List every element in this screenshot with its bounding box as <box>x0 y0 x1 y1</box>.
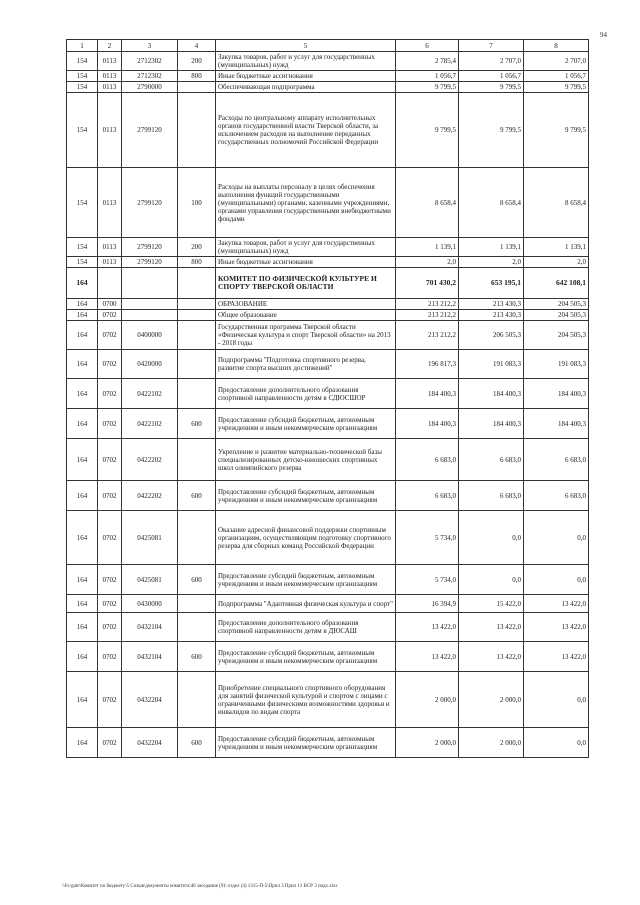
cell-target: 2799120 <box>122 168 178 238</box>
cell-year-3: 6 683,0 <box>524 439 589 481</box>
table-row <box>67 238 589 257</box>
cell-type: 800 <box>178 257 216 268</box>
cell-description: ОБРАЗОВАНИЕ <box>216 299 396 310</box>
header-cell: 8 <box>524 40 589 52</box>
cell-year-2: 8 658,4 <box>459 168 524 238</box>
cell-year-2: 9 799,5 <box>459 93 524 168</box>
cell-code: 164 <box>67 299 98 310</box>
cell-description: Расходы по центральному аппарату исполнительных органов государственной власти Тверской области, за исключением расходов на выполнение переданных государственных полномочий Российской Федерации <box>216 93 396 168</box>
cell-description: Обеспечивающая подпрограмма <box>216 82 396 93</box>
cell-target <box>122 310 178 321</box>
cell-year-2: 184 400,3 <box>459 409 524 439</box>
cell-year-3: 0,0 <box>524 511 589 565</box>
cell-year-1: 184 400,3 <box>396 409 459 439</box>
table-row <box>67 613 589 642</box>
table-row <box>67 642 589 672</box>
cell-description: Предоставление субсидий бюджетным, автономным учреждениям и иным некоммерческим организациям <box>216 565 396 595</box>
cell-year-1: 213 212,2 <box>396 310 459 321</box>
cell-year-3: 0,0 <box>524 565 589 595</box>
cell-year-3: 1 139,1 <box>524 238 589 257</box>
cell-year-1: 1 139,1 <box>396 238 459 257</box>
cell-year-2: 2,0 <box>459 257 524 268</box>
cell-type <box>178 268 216 299</box>
cell-year-3: 1 056,7 <box>524 71 589 82</box>
cell-section: 0113 <box>98 52 122 71</box>
cell-year-1: 8 658,4 <box>396 168 459 238</box>
cell-section: 0702 <box>98 613 122 642</box>
cell-section: 0113 <box>98 82 122 93</box>
cell-target: 0425081 <box>122 565 178 595</box>
cell-type: 800 <box>178 71 216 82</box>
cell-description: Приобретение специального спортивного оборудования для занятий физической культурой и спортом с лицами с ограниченными физическими возможностями здоровья и инвалидов по видам спорта <box>216 672 396 728</box>
cell-target: 2712302 <box>122 52 178 71</box>
cell-description: Предоставление субсидий бюджетным, автономным учреждениям и иным некоммерческим организациям <box>216 481 396 511</box>
cell-section: 0702 <box>98 409 122 439</box>
cell-type: 200 <box>178 238 216 257</box>
cell-code: 164 <box>67 268 98 299</box>
cell-section: 0702 <box>98 379 122 409</box>
cell-year-2: 9 799,5 <box>459 82 524 93</box>
header-cell: 2 <box>98 40 122 52</box>
cell-section: 0702 <box>98 511 122 565</box>
table-row <box>67 321 589 350</box>
cell-target <box>122 268 178 299</box>
table-row <box>67 93 589 168</box>
cell-code: 164 <box>67 728 98 758</box>
cell-year-3: 204 505,3 <box>524 310 589 321</box>
cell-target: 0400000 <box>122 321 178 350</box>
cell-description: Закупка товаров, работ и услуг для государственных (муниципальных) нужд <box>216 52 396 71</box>
cell-target: 0422202 <box>122 481 178 511</box>
cell-code: 164 <box>67 379 98 409</box>
cell-type <box>178 93 216 168</box>
cell-target: 0420000 <box>122 350 178 379</box>
cell-description: Расходы на выплаты персоналу в целях обеспечения выполнения функций государственными (муниципальными) органами, казенными учреждениями, органами управления государственными внебюджетными фондами <box>216 168 396 238</box>
header-row <box>67 40 589 52</box>
cell-year-2: 2 000,0 <box>459 672 524 728</box>
cell-year-1: 213 212,2 <box>396 299 459 310</box>
cell-year-2: 15 422,0 <box>459 595 524 613</box>
cell-type: 600 <box>178 642 216 672</box>
cell-target: 2799120 <box>122 93 178 168</box>
cell-type: 600 <box>178 409 216 439</box>
cell-year-2: 213 430,3 <box>459 310 524 321</box>
cell-year-3: 2,0 <box>524 257 589 268</box>
cell-code: 164 <box>67 350 98 379</box>
cell-description: Предоставление дополнительного образования спортивной направленности детям в СДЮСШОР <box>216 379 396 409</box>
cell-year-2: 0,0 <box>459 565 524 595</box>
cell-year-3: 13 422,0 <box>524 642 589 672</box>
cell-code: 164 <box>67 511 98 565</box>
cell-year-1: 6 683,0 <box>396 439 459 481</box>
cell-type <box>178 379 216 409</box>
cell-type: 200 <box>178 52 216 71</box>
cell-year-1: 213 212,2 <box>396 321 459 350</box>
cell-section: 0702 <box>98 728 122 758</box>
cell-target: 2712302 <box>122 71 178 82</box>
cell-year-2: 1 139,1 <box>459 238 524 257</box>
cell-code: 164 <box>67 565 98 595</box>
cell-type <box>178 321 216 350</box>
cell-description: Общее образование <box>216 310 396 321</box>
cell-section: 0702 <box>98 672 122 728</box>
cell-target: 0432104 <box>122 642 178 672</box>
table-row <box>67 350 589 379</box>
header-cell: 4 <box>178 40 216 52</box>
cell-code: 164 <box>67 439 98 481</box>
cell-code: 154 <box>67 93 98 168</box>
cell-type <box>178 439 216 481</box>
cell-year-2: 13 422,0 <box>459 642 524 672</box>
cell-section: 0700 <box>98 299 122 310</box>
cell-year-1: 9 799,5 <box>396 82 459 93</box>
cell-year-3: 184 400,3 <box>524 409 589 439</box>
cell-target: 0422102 <box>122 409 178 439</box>
table-row <box>67 728 589 758</box>
cell-year-1: 13 422,0 <box>396 642 459 672</box>
cell-year-1: 2,0 <box>396 257 459 268</box>
cell-type: 100 <box>178 168 216 238</box>
cell-year-3: 2 707,0 <box>524 52 589 71</box>
cell-year-2: 653 195,1 <box>459 268 524 299</box>
cell-section: 0113 <box>98 257 122 268</box>
cell-code: 164 <box>67 310 98 321</box>
table-row <box>67 257 589 268</box>
cell-code: 164 <box>67 613 98 642</box>
cell-type <box>178 350 216 379</box>
cell-section: 0702 <box>98 310 122 321</box>
cell-type <box>178 511 216 565</box>
header-cell: 7 <box>459 40 524 52</box>
cell-description: Предоставление субсидий бюджетным, автономным учреждениям и иным некоммерческим организациям <box>216 728 396 758</box>
cell-code: 154 <box>67 71 98 82</box>
cell-year-1: 16 394,9 <box>396 595 459 613</box>
table-row <box>67 595 589 613</box>
cell-section <box>98 268 122 299</box>
cell-description: Закупка товаров, работ и услуг для государственных (муниципальных) нужд <box>216 238 396 257</box>
cell-code: 154 <box>67 257 98 268</box>
cell-code: 164 <box>67 595 98 613</box>
cell-year-3: 13 422,0 <box>524 613 589 642</box>
cell-type <box>178 310 216 321</box>
cell-target: 2790000 <box>122 82 178 93</box>
table-row <box>67 168 589 238</box>
cell-description: Оказание адресной финансовой поддержки спортивным организациям, осуществляющим подготовку спортивного резерва для сборных команд Российской Федерации <box>216 511 396 565</box>
cell-code: 154 <box>67 52 98 71</box>
cell-year-3: 642 108,1 <box>524 268 589 299</box>
cell-year-2: 184 400,3 <box>459 379 524 409</box>
cell-section: 0702 <box>98 565 122 595</box>
cell-target: 2799120 <box>122 257 178 268</box>
cell-target: 0432104 <box>122 613 178 642</box>
cell-year-3: 8 658,4 <box>524 168 589 238</box>
cell-type <box>178 672 216 728</box>
table-row <box>67 481 589 511</box>
cell-year-1: 2 785,4 <box>396 52 459 71</box>
cell-year-1: 9 799,5 <box>396 93 459 168</box>
cell-code: 164 <box>67 321 98 350</box>
cell-type <box>178 82 216 93</box>
cell-type: 600 <box>178 565 216 595</box>
cell-year-2: 6 683,0 <box>459 439 524 481</box>
table-row <box>67 52 589 71</box>
cell-code: 164 <box>67 481 98 511</box>
cell-year-2: 13 422,0 <box>459 613 524 642</box>
cell-year-2: 191 083,3 <box>459 350 524 379</box>
cell-year-2: 0,0 <box>459 511 524 565</box>
cell-year-3: 9 799,5 <box>524 82 589 93</box>
cell-year-1: 701 430,2 <box>396 268 459 299</box>
cell-year-1: 2 000,0 <box>396 728 459 758</box>
header-cell: 5 <box>216 40 396 52</box>
cell-description: Подпрограмма "Адаптивная физическая культура и спорт" <box>216 595 396 613</box>
cell-year-3: 6 683,0 <box>524 481 589 511</box>
cell-year-1: 5 734,0 <box>396 511 459 565</box>
cell-target: 0425081 <box>122 511 178 565</box>
header-cell: 6 <box>396 40 459 52</box>
cell-type <box>178 299 216 310</box>
cell-description: Предоставление субсидий бюджетным, автономным учреждениям и иным некоммерческим организациям <box>216 642 396 672</box>
cell-target <box>122 299 178 310</box>
cell-description: Иные бюджетные ассигнования <box>216 257 396 268</box>
table-row <box>67 299 589 310</box>
cell-year-2: 2 000,0 <box>459 728 524 758</box>
cell-code: 154 <box>67 238 98 257</box>
cell-type <box>178 595 216 613</box>
cell-target: 0422102 <box>122 379 178 409</box>
cell-code: 164 <box>67 409 98 439</box>
cell-year-2: 213 430,3 <box>459 299 524 310</box>
cell-target: 2799120 <box>122 238 178 257</box>
cell-section: 0702 <box>98 642 122 672</box>
cell-description: Предоставление дополнительного образования спортивной направленности детям в ДЮСАШ <box>216 613 396 642</box>
cell-year-3: 13 422,0 <box>524 595 589 613</box>
cell-year-2: 2 707,0 <box>459 52 524 71</box>
cell-code: 154 <box>67 168 98 238</box>
cell-section: 0702 <box>98 350 122 379</box>
cell-section: 0113 <box>98 168 122 238</box>
cell-year-2: 1 056,7 <box>459 71 524 82</box>
cell-description: КОМИТЕТ ПО ФИЗИЧЕСКОЙ КУЛЬТУРЕ И СПОРТУ ТВЕРСКОЙ ОБЛАСТИ <box>216 268 396 299</box>
cell-year-1: 1 056,7 <box>396 71 459 82</box>
cell-section: 0113 <box>98 71 122 82</box>
cell-type: 600 <box>178 481 216 511</box>
cell-type <box>178 613 216 642</box>
table-row <box>67 439 589 481</box>
cell-section: 0702 <box>98 481 122 511</box>
cell-section: 0113 <box>98 93 122 168</box>
cell-section: 0113 <box>98 238 122 257</box>
cell-year-1: 6 683,0 <box>396 481 459 511</box>
cell-section: 0702 <box>98 321 122 350</box>
cell-year-1: 13 422,0 <box>396 613 459 642</box>
cell-code: 164 <box>67 672 98 728</box>
cell-year-3: 204 505,3 <box>524 299 589 310</box>
cell-year-3: 191 083,3 <box>524 350 589 379</box>
cell-year-1: 5 734,0 <box>396 565 459 595</box>
cell-year-3: 0,0 <box>524 672 589 728</box>
table-row <box>67 82 589 93</box>
cell-section: 0702 <box>98 439 122 481</box>
table-row <box>67 672 589 728</box>
cell-description: Укрепление и развитие материально-технической базы специализированных детско-юношеских спортивных школ олимпийского резерва <box>216 439 396 481</box>
cell-year-3: 184 400,3 <box>524 379 589 409</box>
table-row <box>67 565 589 595</box>
cell-year-1: 2 000,0 <box>396 672 459 728</box>
cell-year-1: 196 817,3 <box>396 350 459 379</box>
cell-section: 0702 <box>98 595 122 613</box>
cell-description: Предоставление субсидий бюджетным, автономным учреждениям и иным некоммерческим организациям <box>216 409 396 439</box>
table-row <box>67 511 589 565</box>
table-row <box>67 379 589 409</box>
budget-table <box>66 39 589 758</box>
cell-description: Подпрограмма "Подготовка спортивного резерва, развитие спорта высших достижений" <box>216 350 396 379</box>
cell-year-2: 206 505,3 <box>459 321 524 350</box>
cell-description: Государственная программа Тверской области «Физическая культура и спорт Тверской области» на 2013 - 2018 годы <box>216 321 396 350</box>
page-number: 94 <box>600 31 607 39</box>
cell-year-1: 184 400,3 <box>396 379 459 409</box>
cell-code: 154 <box>67 82 98 93</box>
cell-year-2: 6 683,0 <box>459 481 524 511</box>
file-path-footer: \\Fs-gate\Комитет по бюджету\5 Созыв\документы комитета\46 заседание (9)\ отдел (4) 1315-П-5\Прил 3 Прил 11 ВСР 3 подх.xlsx <box>62 884 338 889</box>
cell-target: 0432204 <box>122 728 178 758</box>
cell-target: 0432204 <box>122 672 178 728</box>
cell-type: 600 <box>178 728 216 758</box>
table-row <box>67 409 589 439</box>
cell-year-3: 204 505,3 <box>524 321 589 350</box>
table-row <box>67 310 589 321</box>
cell-year-3: 9 799,5 <box>524 93 589 168</box>
cell-target: 0430000 <box>122 595 178 613</box>
table-row <box>67 71 589 82</box>
cell-year-3: 0,0 <box>524 728 589 758</box>
cell-target: 0422202 <box>122 439 178 481</box>
header-cell: 1 <box>67 40 98 52</box>
table-row <box>67 268 589 299</box>
header-cell: 3 <box>122 40 178 52</box>
cell-code: 164 <box>67 642 98 672</box>
cell-description: Иные бюджетные ассигнования <box>216 71 396 82</box>
